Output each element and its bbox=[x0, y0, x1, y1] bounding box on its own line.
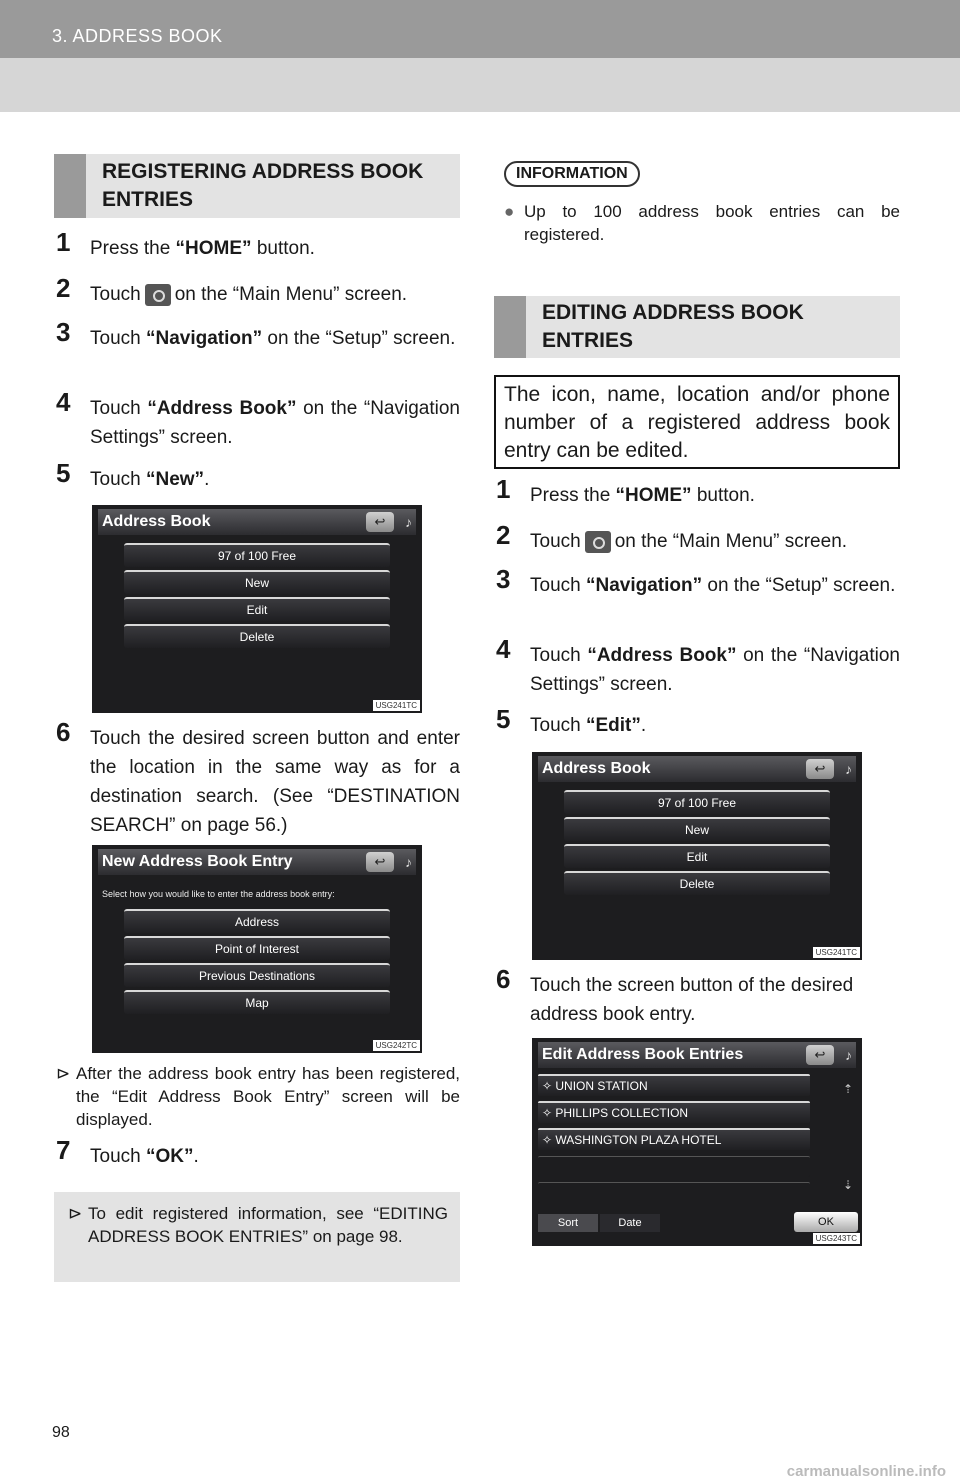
image-code: USG243TC bbox=[813, 1233, 860, 1244]
entry-empty bbox=[538, 1182, 810, 1203]
step-number: 3 bbox=[496, 564, 511, 594]
edit-step-5 bbox=[496, 704, 900, 741]
note-after-registered bbox=[56, 1062, 460, 1134]
step-number: 4 bbox=[496, 634, 511, 664]
entry-union-station[interactable]: ✧ UNION STATION bbox=[538, 1074, 810, 1096]
music-note-icon: ♪ bbox=[845, 1047, 852, 1063]
screenshot-new-address-book-entry bbox=[92, 845, 422, 1053]
section-title-registering bbox=[54, 154, 460, 218]
info-bullet: ● bbox=[504, 202, 515, 221]
step-bold: “Address Book” bbox=[147, 398, 297, 419]
edit-step-3 bbox=[496, 564, 900, 631]
step-bold: “Navigation” bbox=[585, 575, 703, 596]
back-icon[interactable]: ↩ bbox=[806, 759, 834, 779]
step-bold: “Edit” bbox=[585, 715, 641, 736]
edit-step-4 bbox=[496, 634, 900, 701]
free-count-button[interactable]: 97 of 100 Free bbox=[124, 543, 390, 567]
chapter-header bbox=[0, 0, 960, 58]
edit-button[interactable]: Edit bbox=[124, 597, 390, 621]
section-title-text: REGISTERING ADDRESS BOOK ENTRIES bbox=[102, 160, 424, 211]
entry-empty bbox=[538, 1156, 810, 1177]
step-text: on the “Setup” screen. bbox=[262, 328, 456, 349]
screen-title: New Address Book Entry bbox=[98, 849, 416, 875]
new-button[interactable]: New bbox=[564, 817, 830, 841]
step-text: Touch bbox=[530, 715, 586, 736]
entry-label: WASHINGTON PLAZA HOTEL bbox=[555, 1133, 722, 1147]
point-of-interest-button[interactable]: Point of Interest bbox=[124, 936, 390, 960]
screen-title: Address Book bbox=[98, 509, 416, 535]
note-text: After the address book entry has been registered, the “Edit Address Book Entry” screen will be displayed. bbox=[76, 1064, 460, 1129]
step-number: 5 bbox=[496, 704, 511, 734]
editing-intro-box bbox=[494, 375, 900, 469]
step-text: Touch the desired screen button and enter the location in the same way as for a destination search. (See “DESTINATION SEARCH” on page 56.) bbox=[90, 728, 460, 836]
screen-title-buttons bbox=[366, 852, 412, 872]
sort-button[interactable]: Sort bbox=[538, 1214, 598, 1232]
edit-step-6 bbox=[496, 964, 900, 1031]
delete-button[interactable]: Delete bbox=[124, 624, 390, 648]
step-text: on the “Navigation Settings” screen. bbox=[530, 645, 900, 695]
step-text: button. bbox=[251, 238, 315, 259]
screen-title-buttons bbox=[806, 759, 852, 779]
step-number: 1 bbox=[496, 474, 511, 504]
new-button[interactable]: New bbox=[124, 570, 390, 594]
back-icon[interactable]: ↩ bbox=[366, 512, 394, 532]
note-edit-info bbox=[54, 1192, 460, 1282]
information-note bbox=[504, 200, 900, 248]
scroll-up-icon[interactable]: ⇡ bbox=[842, 1082, 854, 1096]
step-text: Touch the screen button of the desired address book entry. bbox=[530, 975, 854, 1025]
information-label: INFORMATION bbox=[516, 165, 628, 182]
step-text: Touch bbox=[530, 575, 586, 596]
step-1 bbox=[56, 227, 460, 264]
step-number: 6 bbox=[496, 964, 511, 994]
step-text: Touch bbox=[90, 284, 141, 305]
step-number: 2 bbox=[496, 520, 511, 550]
step-2 bbox=[56, 273, 460, 310]
image-code: USG242TC bbox=[373, 1040, 420, 1051]
step-bold: “OK” bbox=[145, 1146, 194, 1167]
step-bold: “New” bbox=[145, 469, 205, 490]
screenshot-address-book-edit bbox=[532, 752, 862, 960]
setup-icon bbox=[145, 284, 171, 306]
step-number: 6 bbox=[56, 717, 71, 747]
back-icon[interactable]: ↩ bbox=[806, 1045, 834, 1065]
screen-title: Address Book bbox=[538, 756, 856, 782]
image-code: USG241TC bbox=[373, 700, 420, 711]
back-icon[interactable]: ↩ bbox=[366, 852, 394, 872]
edit-button[interactable]: Edit bbox=[564, 844, 830, 868]
info-text: Up to 100 address book entries can be registered. bbox=[524, 202, 900, 244]
note-bullet: ⊳ bbox=[68, 1204, 83, 1223]
setup-icon bbox=[585, 531, 611, 553]
step-number: 7 bbox=[56, 1135, 71, 1165]
step-text: . bbox=[204, 469, 210, 490]
music-note-icon: ♪ bbox=[405, 514, 412, 530]
step-number: 1 bbox=[56, 227, 71, 257]
watermark: carmanualsonline.info bbox=[786, 1463, 946, 1480]
section-title-editing bbox=[494, 296, 900, 358]
step-text: button. bbox=[691, 485, 755, 506]
information-badge bbox=[504, 161, 640, 187]
step-text: on the “Navigation Settings” screen. bbox=[90, 398, 460, 448]
step-text: on the “Main Menu” screen. bbox=[614, 531, 848, 552]
note-inner bbox=[68, 1202, 448, 1274]
note-bullet: ⊳ bbox=[56, 1064, 71, 1083]
screenshot-edit-address-book-entries bbox=[532, 1038, 862, 1246]
delete-button[interactable]: Delete bbox=[564, 871, 830, 895]
address-button[interactable]: Address bbox=[124, 909, 390, 933]
step-number: 4 bbox=[56, 387, 71, 417]
sort-bar bbox=[538, 1214, 738, 1232]
screen-title: Edit Address Book Entries bbox=[538, 1042, 856, 1068]
step-text: Press the bbox=[530, 485, 616, 506]
music-note-icon: ♪ bbox=[405, 854, 412, 870]
screen-prompt: Select how you would like to enter the address book entry: bbox=[102, 889, 335, 899]
chapter-title: 3. ADDRESS BOOK bbox=[52, 26, 223, 46]
step-number: 5 bbox=[56, 458, 71, 488]
step-4 bbox=[56, 387, 460, 454]
step-7 bbox=[56, 1135, 460, 1172]
edit-step-2 bbox=[496, 520, 900, 557]
section-bar bbox=[494, 296, 526, 358]
step-bold: “Navigation” bbox=[145, 328, 263, 349]
step-text: on the “Main Menu” screen. bbox=[174, 284, 408, 305]
step-bold: “HOME” bbox=[175, 238, 252, 259]
scroll-down-icon[interactable]: ⇣ bbox=[842, 1178, 854, 1192]
entry-washington-plaza-hotel[interactable]: ✧ WASHINGTON PLAZA HOTEL bbox=[538, 1128, 810, 1150]
screen-title-buttons bbox=[366, 512, 412, 532]
step-number: 3 bbox=[56, 317, 71, 347]
note-text: To edit registered information, see “EDITING ADDRESS BOOK ENTRIES” on page 98. bbox=[88, 1204, 448, 1246]
step-text: Touch bbox=[90, 328, 146, 349]
intro-text: The icon, name, location and/or phone number of a registered address book entry can be edited. bbox=[504, 383, 890, 462]
step-text: Touch bbox=[90, 1146, 146, 1167]
step-5 bbox=[56, 458, 460, 495]
entry-label: UNION STATION bbox=[555, 1079, 648, 1093]
step-number: 2 bbox=[56, 273, 71, 303]
step-text: Touch bbox=[90, 469, 146, 490]
ok-button[interactable]: OK bbox=[794, 1212, 858, 1232]
step-text: Touch bbox=[530, 645, 588, 666]
music-note-icon: ♪ bbox=[845, 761, 852, 777]
entry-phillips-collection[interactable]: ✧ PHILLIPS COLLECTION bbox=[538, 1101, 810, 1123]
step-text: Touch bbox=[90, 398, 148, 419]
step-6 bbox=[56, 717, 460, 842]
edit-step-1 bbox=[496, 474, 900, 511]
screen-title-buttons bbox=[806, 1045, 852, 1065]
step-text: . bbox=[193, 1146, 199, 1167]
image-code: USG241TC bbox=[813, 947, 860, 958]
step-bold: “HOME” bbox=[615, 485, 692, 506]
map-button[interactable]: Map bbox=[124, 990, 390, 1014]
step-bold: “Address Book” bbox=[587, 645, 737, 666]
page-number: 98 bbox=[52, 1424, 70, 1441]
step-text: . bbox=[640, 715, 647, 736]
screenshot-address-book bbox=[92, 505, 422, 713]
step-text: on the “Setup” screen. bbox=[702, 575, 896, 596]
previous-destinations-button[interactable]: Previous Destinations bbox=[124, 963, 390, 987]
step-text: Press the bbox=[90, 238, 176, 259]
free-count-button[interactable]: 97 of 100 Free bbox=[564, 790, 830, 814]
section-bar bbox=[54, 154, 86, 218]
entry-label: PHILLIPS COLLECTION bbox=[555, 1106, 689, 1120]
step-3 bbox=[56, 317, 460, 384]
section-title-text: EDITING ADDRESS BOOK ENTRIES bbox=[542, 301, 804, 352]
date-button[interactable]: Date bbox=[600, 1214, 660, 1232]
step-text: Touch bbox=[530, 531, 581, 552]
header-band bbox=[0, 58, 960, 112]
